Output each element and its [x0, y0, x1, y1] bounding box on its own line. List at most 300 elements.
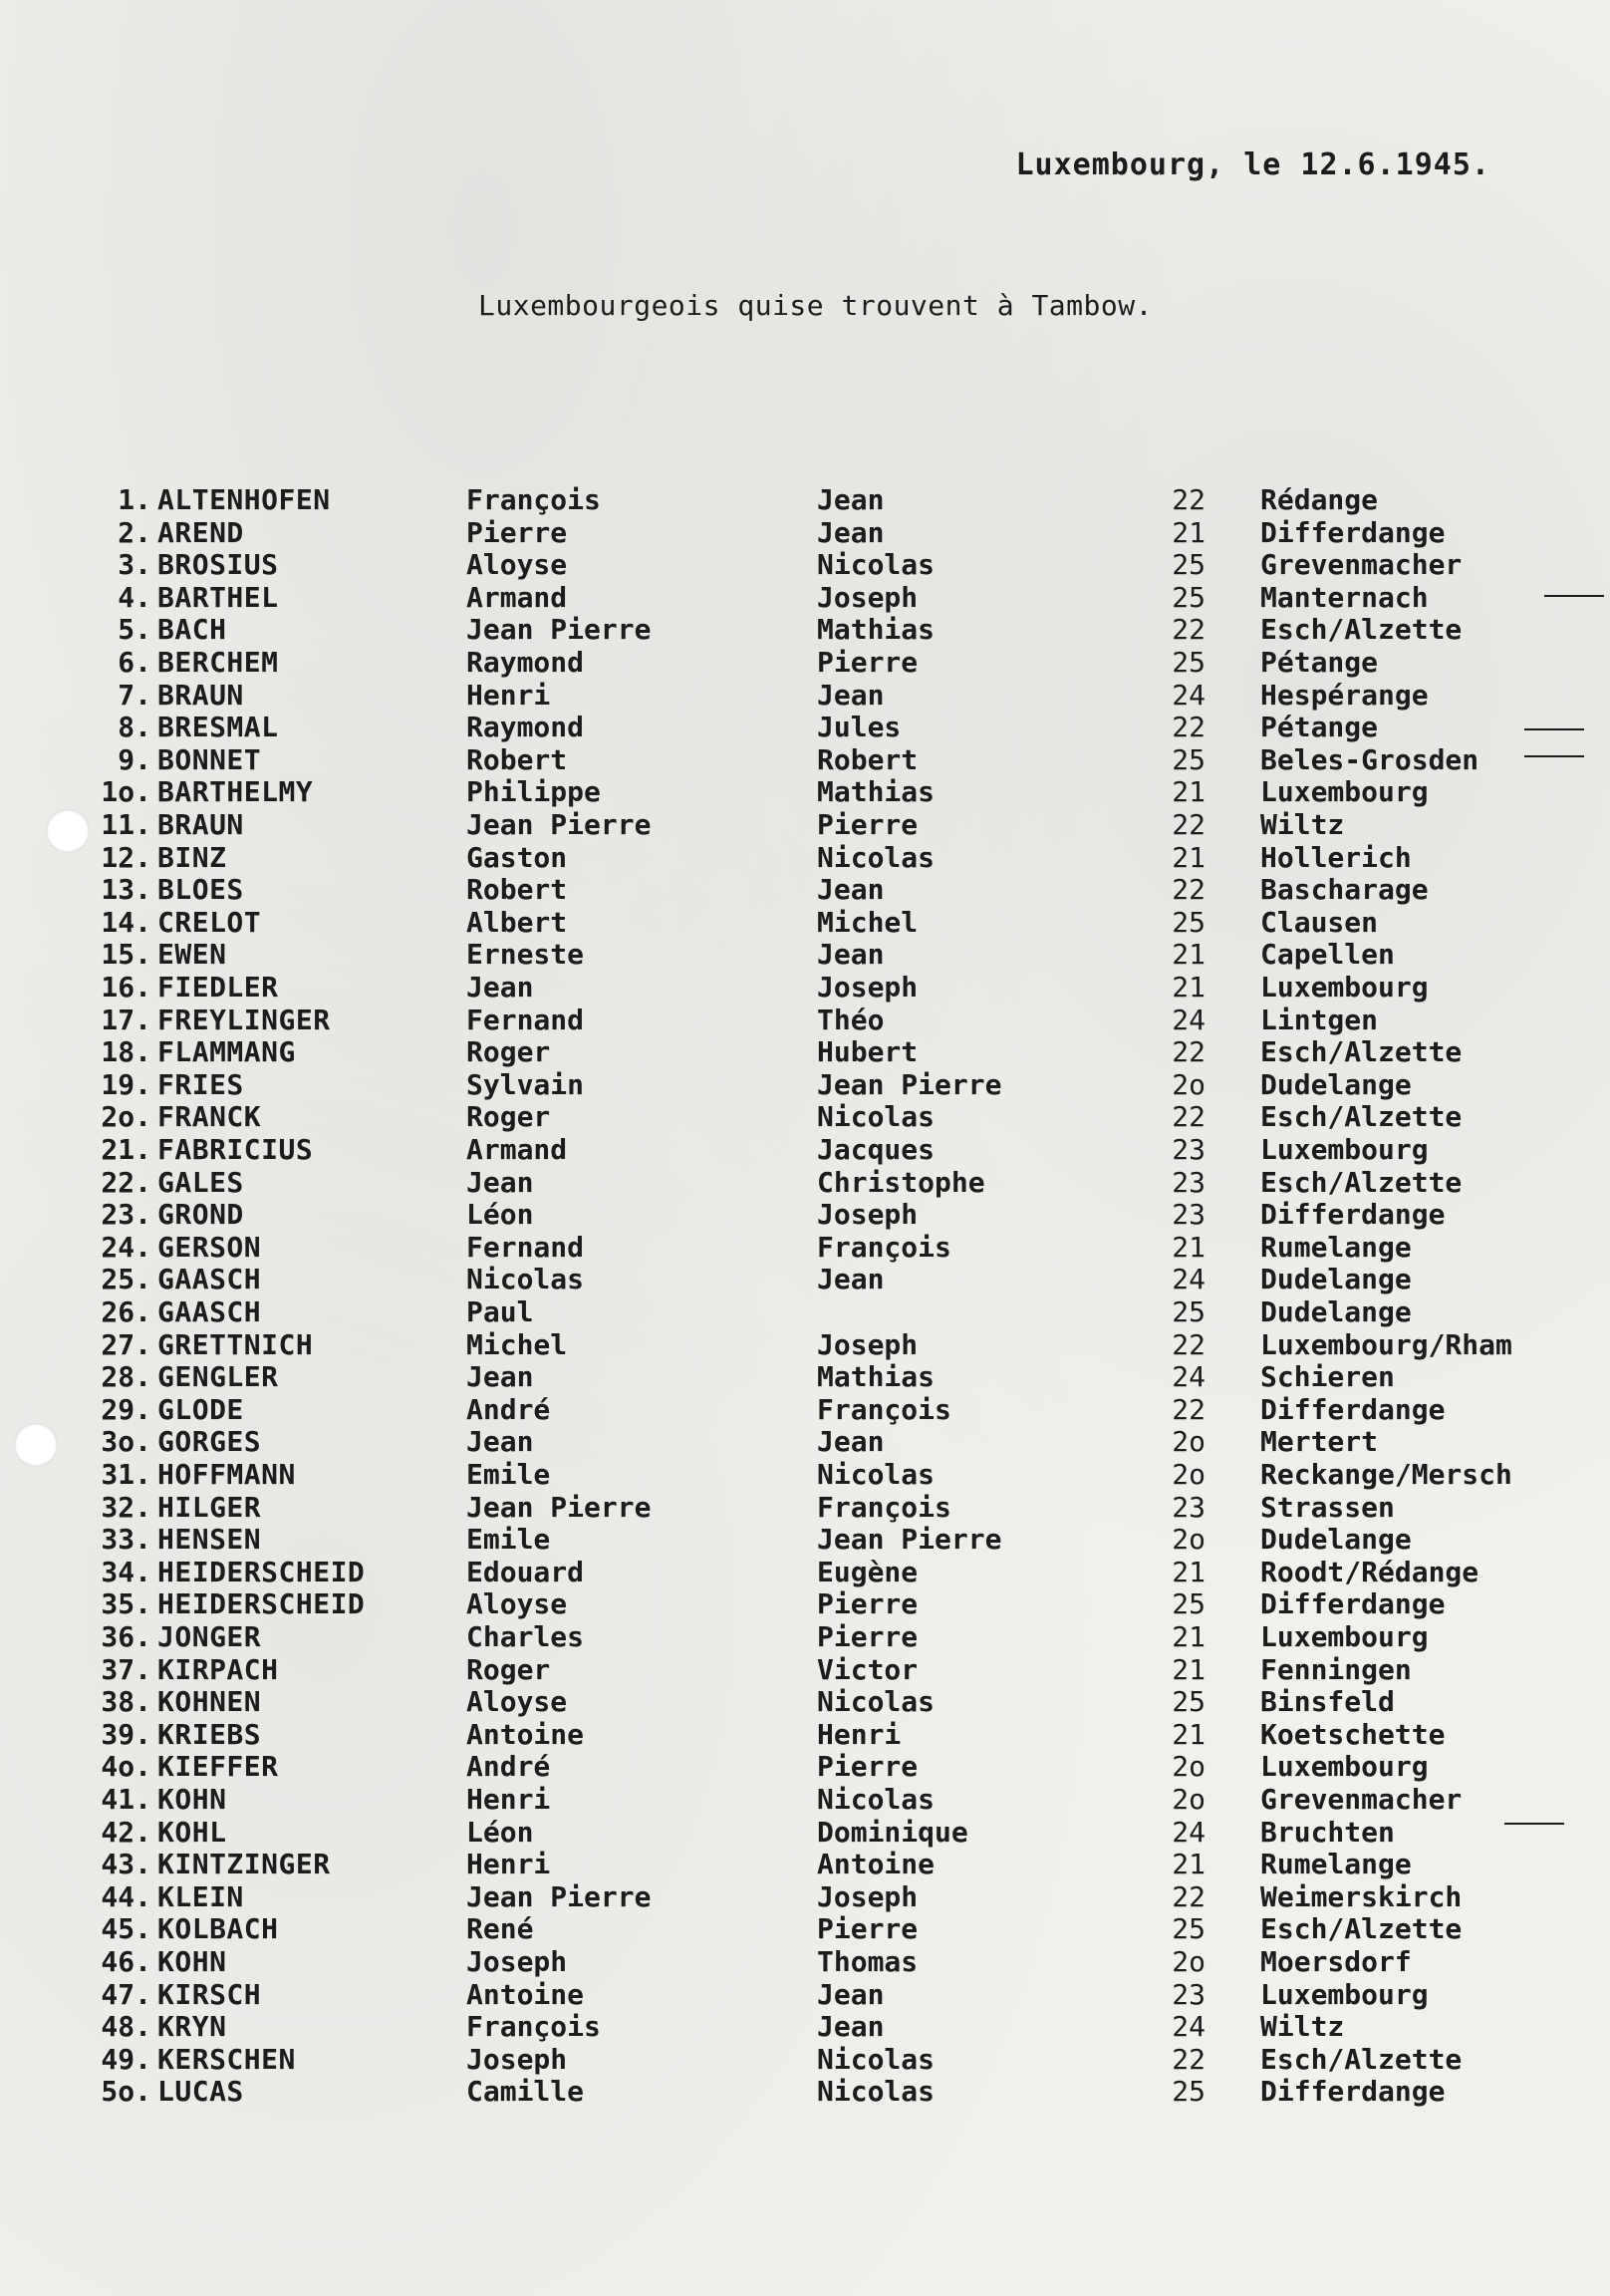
age: 21: [1172, 1652, 1206, 1686]
age: 25: [1172, 1912, 1206, 1946]
age: 25: [1172, 548, 1206, 582]
place: Hespérange: [1260, 678, 1429, 712]
row-number: 32.: [101, 1490, 151, 1524]
row-number: 37.: [101, 1652, 151, 1686]
surname: HILGER: [157, 1490, 262, 1524]
father-name: Nicolas: [817, 1458, 936, 1491]
age: 25: [1172, 2075, 1206, 2109]
first-name: Antoine: [466, 1717, 585, 1751]
place: Wiltz: [1260, 808, 1345, 841]
row-number: 11.: [101, 808, 151, 841]
age: 2o: [1172, 1783, 1206, 1816]
row-number: 1.: [118, 483, 151, 516]
row-number: 39.: [101, 1717, 151, 1751]
surname: GORGES: [157, 1425, 262, 1459]
row-number: 14.: [101, 905, 151, 939]
place: Differdange: [1260, 1587, 1446, 1621]
father-name: Joseph: [817, 1879, 919, 1913]
roster-row: [0, 744, 1610, 776]
first-name: Henri: [466, 678, 551, 712]
surname: FREYLINGER: [157, 1003, 331, 1036]
row-number: 19.: [101, 1067, 151, 1101]
roster-row: [0, 1979, 1610, 2011]
age: 21: [1172, 938, 1206, 972]
father-name: Joseph: [817, 971, 919, 1004]
age: 22: [1172, 1327, 1206, 1361]
first-name: François: [466, 2010, 601, 2044]
age: 22: [1172, 873, 1206, 907]
father-name: Nicolas: [817, 2075, 936, 2109]
first-name: Albert: [466, 905, 568, 939]
father-name: Joseph: [817, 1198, 919, 1232]
father-name: François: [817, 1230, 951, 1264]
first-name: Emile: [466, 1458, 551, 1491]
first-name: Raymond: [466, 711, 585, 744]
first-name: André: [466, 1392, 551, 1426]
age: 2o: [1172, 1523, 1206, 1557]
roster-row: [0, 1004, 1610, 1036]
surname: GERSON: [157, 1230, 262, 1264]
row-number: 25.: [101, 1263, 151, 1296]
age: 23: [1172, 1165, 1206, 1199]
surname: BLOES: [157, 873, 244, 907]
place: Roodt/Rédange: [1260, 1555, 1479, 1588]
age: 2o: [1172, 1458, 1206, 1491]
place: Bruchten: [1260, 1815, 1395, 1849]
father-name: Robert: [817, 742, 919, 776]
first-name: Gaston: [466, 840, 568, 874]
place: Hollerich: [1260, 840, 1412, 874]
first-name: Léon: [466, 1815, 534, 1849]
surname: ALTENHOFEN: [157, 483, 331, 516]
row-number: 5.: [118, 613, 151, 647]
roster-row: [0, 2011, 1610, 2043]
surname: KOHN: [157, 1945, 227, 1978]
age: 21: [1172, 1717, 1206, 1751]
row-number: 26.: [101, 1295, 151, 1328]
father-name: Jean: [817, 938, 885, 972]
father-name: Thomas: [817, 1945, 919, 1978]
surname: FRANCK: [157, 1100, 262, 1134]
age: 24: [1172, 2010, 1206, 2044]
father-name: Joseph: [817, 1327, 919, 1361]
document-title: Luxembourgeois quise trouvent à Tambow.: [478, 289, 1153, 322]
father-name: Pierre: [817, 646, 919, 679]
surname: GAASCH: [157, 1295, 262, 1328]
roster-row: [0, 972, 1610, 1004]
roster-row: [0, 1557, 1610, 1588]
first-name: Aloyse: [466, 1587, 568, 1621]
age: 24: [1172, 1263, 1206, 1296]
first-name: Edouard: [466, 1555, 585, 1588]
roster-row: [0, 874, 1610, 906]
roster-row: [0, 614, 1610, 646]
row-number: 2o.: [101, 1100, 151, 1134]
father-name: Jean Pierre: [817, 1523, 1002, 1557]
row-number: 8.: [118, 711, 151, 744]
roster-row: [0, 776, 1610, 808]
row-number: 5o.: [101, 2075, 151, 2109]
first-name: Emile: [466, 1523, 551, 1557]
first-name: Fernand: [466, 1230, 585, 1264]
first-name: André: [466, 1750, 551, 1784]
father-name: Mathias: [817, 1360, 936, 1394]
surname: BROSIUS: [157, 548, 279, 582]
surname: GRETTNICH: [157, 1327, 314, 1361]
surname: KERSCHEN: [157, 2042, 296, 2076]
father-name: Théo: [817, 1003, 885, 1036]
row-number: 31.: [101, 1458, 151, 1491]
age: 22: [1172, 483, 1206, 516]
age: 25: [1172, 1295, 1206, 1328]
first-name: Robert: [466, 873, 568, 907]
age: 22: [1172, 2042, 1206, 2076]
roster-row: [0, 1654, 1610, 1686]
father-name: Jules: [817, 711, 902, 744]
row-number: 36.: [101, 1620, 151, 1653]
surname: HEIDERSCHEID: [157, 1555, 366, 1588]
row-number: 44.: [101, 1879, 151, 1913]
margin-mark: [1524, 728, 1584, 730]
place: Manternach: [1260, 580, 1429, 614]
surname: BONNET: [157, 742, 262, 776]
first-name: Armand: [466, 580, 568, 614]
row-number: 42.: [101, 1815, 151, 1849]
surname: KIEFFER: [157, 1750, 279, 1784]
age: 22: [1172, 711, 1206, 744]
roster-row: [0, 1232, 1610, 1264]
place: Schieren: [1260, 1360, 1395, 1394]
roster-row: [0, 1913, 1610, 1945]
first-name: Roger: [466, 1035, 551, 1069]
first-name: Robert: [466, 742, 568, 776]
first-name: Joseph: [466, 2042, 568, 2076]
roster-row: [0, 1524, 1610, 1556]
age: 21: [1172, 515, 1206, 549]
first-name: Roger: [466, 1652, 551, 1686]
row-number: 34.: [101, 1555, 151, 1588]
surname: JONGER: [157, 1620, 262, 1653]
place: Moersdorf: [1260, 1945, 1412, 1978]
first-name: Philippe: [466, 775, 601, 809]
document-date: Luxembourg, le 12.6.1945.: [1015, 147, 1490, 182]
surname: BRAUN: [157, 808, 244, 841]
first-name: Paul: [466, 1295, 534, 1328]
father-name: Pierre: [817, 1912, 919, 1946]
first-name: Jean: [466, 1425, 534, 1459]
surname: GENGLER: [157, 1360, 279, 1394]
punch-hole: [46, 809, 90, 853]
place: Differdange: [1260, 1392, 1446, 1426]
roster-row: [0, 1881, 1610, 1913]
row-number: 45.: [101, 1912, 151, 1946]
row-number: 49.: [101, 2042, 151, 2076]
age: 25: [1172, 1587, 1206, 1621]
first-name: Jean Pierre: [466, 613, 652, 647]
row-number: 29.: [101, 1392, 151, 1426]
row-number: 18.: [101, 1035, 151, 1069]
place: Esch/Alzette: [1260, 613, 1463, 647]
place: Fenningen: [1260, 1652, 1412, 1686]
surname: KINTZINGER: [157, 1848, 331, 1881]
surname: BARTHELMY: [157, 775, 314, 809]
father-name: Jean: [817, 873, 885, 907]
place: Esch/Alzette: [1260, 1912, 1463, 1946]
age: 2o: [1172, 1067, 1206, 1101]
surname: GALES: [157, 1165, 244, 1199]
father-name: Eugène: [817, 1555, 919, 1588]
place: Esch/Alzette: [1260, 1165, 1463, 1199]
row-number: 16.: [101, 971, 151, 1004]
father-name: Victor: [817, 1652, 919, 1686]
surname: GLODE: [157, 1392, 244, 1426]
surname: KOHN: [157, 1783, 227, 1816]
first-name: Joseph: [466, 1945, 568, 1978]
roster-row: [0, 1069, 1610, 1101]
place: Wiltz: [1260, 2010, 1345, 2044]
roster-row: [0, 1296, 1610, 1328]
father-name: Jean: [817, 1425, 885, 1459]
place: Grevenmacher: [1260, 548, 1463, 582]
surname: HENSEN: [157, 1523, 262, 1557]
row-number: 6.: [118, 646, 151, 679]
roster-row: [0, 680, 1610, 712]
roster-row: [0, 2044, 1610, 2076]
father-name: Jean: [817, 2010, 885, 2044]
surname: KOHNEN: [157, 1685, 262, 1719]
father-name: Jean: [817, 1977, 885, 2011]
punch-hole: [14, 1423, 58, 1467]
row-number: 38.: [101, 1685, 151, 1719]
row-number: 21.: [101, 1133, 151, 1166]
roster-row: [0, 1101, 1610, 1133]
father-name: Nicolas: [817, 1685, 936, 1719]
surname: BARTHEL: [157, 580, 279, 614]
place: Beles-Grosden: [1260, 742, 1479, 776]
surname: GAASCH: [157, 1263, 262, 1296]
surname: KOHL: [157, 1815, 227, 1849]
row-number: 13.: [101, 873, 151, 907]
father-name: Joseph: [817, 580, 919, 614]
age: 23: [1172, 1490, 1206, 1524]
roster-row: [0, 1264, 1610, 1295]
roster-row: [0, 484, 1610, 516]
age: 23: [1172, 1198, 1206, 1232]
father-name: Jean: [817, 483, 885, 516]
father-name: Pierre: [817, 1620, 919, 1653]
place: Bascharage: [1260, 873, 1429, 907]
surname: FRIES: [157, 1067, 244, 1101]
surname: FLAMMANG: [157, 1035, 296, 1069]
age: 22: [1172, 1879, 1206, 1913]
first-name: Fernand: [466, 1003, 585, 1036]
surname: BRAUN: [157, 678, 244, 712]
roster-row: [0, 1036, 1610, 1068]
first-name: Roger: [466, 1100, 551, 1134]
father-name: Nicolas: [817, 840, 936, 874]
father-name: Jean: [817, 678, 885, 712]
age: 25: [1172, 646, 1206, 679]
place: Lintgen: [1260, 1003, 1379, 1036]
surname: BRESMAL: [157, 711, 279, 744]
surname: GROND: [157, 1198, 244, 1232]
father-name: Jacques: [817, 1133, 936, 1166]
age: 24: [1172, 1815, 1206, 1849]
place: Luxembourg: [1260, 1133, 1429, 1166]
row-number: 3o.: [101, 1425, 151, 1459]
roster-row: [0, 1134, 1610, 1166]
age: 2o: [1172, 1945, 1206, 1978]
age: 25: [1172, 742, 1206, 776]
row-number: 1o.: [101, 775, 151, 809]
father-name: Henri: [817, 1717, 902, 1751]
place: Esch/Alzette: [1260, 1100, 1463, 1134]
father-name: François: [817, 1392, 951, 1426]
roster-row: [0, 582, 1610, 614]
age: 2o: [1172, 1750, 1206, 1784]
row-number: 43.: [101, 1848, 151, 1881]
surname: BINZ: [157, 840, 227, 874]
roster-row: [0, 1361, 1610, 1393]
first-name: François: [466, 483, 601, 516]
place: Rumelange: [1260, 1848, 1412, 1881]
surname: KIRSCH: [157, 1977, 262, 2011]
age: 21: [1172, 1230, 1206, 1264]
row-number: 2.: [118, 515, 151, 549]
place: Luxembourg: [1260, 775, 1429, 809]
age: 24: [1172, 1003, 1206, 1036]
surname: BERCHEM: [157, 646, 279, 679]
row-number: 24.: [101, 1230, 151, 1264]
age: 25: [1172, 580, 1206, 614]
first-name: Pierre: [466, 515, 568, 549]
roster-row: [0, 842, 1610, 874]
first-name: Sylvain: [466, 1067, 585, 1101]
place: Differdange: [1260, 2075, 1446, 2109]
place: Esch/Alzette: [1260, 2042, 1463, 2076]
row-number: 23.: [101, 1198, 151, 1232]
age: 22: [1172, 1035, 1206, 1069]
first-name: Camille: [466, 2075, 585, 2109]
row-number: 3.: [118, 548, 151, 582]
first-name: Jean: [466, 971, 534, 1004]
first-name: Jean: [466, 1165, 534, 1199]
place: Capellen: [1260, 938, 1395, 972]
age: 21: [1172, 1848, 1206, 1881]
roster-row: [0, 1459, 1610, 1491]
father-name: Nicolas: [817, 2042, 936, 2076]
father-name: Jean: [817, 515, 885, 549]
row-number: 28.: [101, 1360, 151, 1394]
first-name: Jean Pierre: [466, 1879, 652, 1913]
father-name: Nicolas: [817, 1100, 936, 1134]
first-name: Henri: [466, 1783, 551, 1816]
roster-row: [0, 1329, 1610, 1361]
roster-row: [0, 1784, 1610, 1816]
surname: HEIDERSCHEID: [157, 1587, 366, 1621]
age: 21: [1172, 840, 1206, 874]
surname: FABRICIUS: [157, 1133, 314, 1166]
age: 21: [1172, 1555, 1206, 1588]
surname: CRELOT: [157, 905, 262, 939]
age: 21: [1172, 775, 1206, 809]
surname: KIRPACH: [157, 1652, 279, 1686]
roster-row: [0, 907, 1610, 939]
place: Dudelange: [1260, 1523, 1412, 1557]
place: Weimerskirch: [1260, 1879, 1463, 1913]
surname: EWEN: [157, 938, 227, 972]
roster-row: [0, 1686, 1610, 1718]
row-number: 12.: [101, 840, 151, 874]
roster-row: [0, 1946, 1610, 1978]
first-name: Erneste: [466, 938, 585, 972]
row-number: 41.: [101, 1783, 151, 1816]
roster-row: [0, 712, 1610, 743]
roster-row: [0, 1394, 1610, 1426]
roster-row: [0, 1817, 1610, 1849]
first-name: René: [466, 1912, 534, 1946]
row-number: 4o.: [101, 1750, 151, 1784]
place: Differdange: [1260, 1198, 1446, 1232]
row-number: 15.: [101, 938, 151, 972]
place: Dudelange: [1260, 1067, 1412, 1101]
surname: KRYN: [157, 2010, 227, 2044]
place: Luxembourg: [1260, 1977, 1429, 2011]
father-name: Michel: [817, 905, 919, 939]
father-name: Nicolas: [817, 1783, 936, 1816]
place: Reckange/Mersch: [1260, 1458, 1512, 1491]
first-name: Aloyse: [466, 548, 568, 582]
roster-row: [0, 1849, 1610, 1880]
first-name: Léon: [466, 1198, 534, 1232]
first-name: Jean Pierre: [466, 1490, 652, 1524]
place: Luxembourg: [1260, 971, 1429, 1004]
surname: FIEDLER: [157, 971, 279, 1004]
age: 24: [1172, 678, 1206, 712]
row-number: 27.: [101, 1327, 151, 1361]
roster-row: [0, 1751, 1610, 1783]
place: Koetschette: [1260, 1717, 1446, 1751]
age: 25: [1172, 905, 1206, 939]
row-number: 9.: [118, 742, 151, 776]
father-name: Christophe: [817, 1165, 985, 1199]
father-name: Pierre: [817, 1587, 919, 1621]
surname: LUCAS: [157, 2075, 244, 2109]
row-number: 22.: [101, 1165, 151, 1199]
place: Dudelange: [1260, 1263, 1412, 1296]
place: Pétange: [1260, 646, 1379, 679]
place: Luxembourg: [1260, 1750, 1429, 1784]
place: Pétange: [1260, 711, 1379, 744]
place: Clausen: [1260, 905, 1379, 939]
roster-row: [0, 1426, 1610, 1458]
father-name: Nicolas: [817, 548, 936, 582]
father-name: Antoine: [817, 1848, 936, 1881]
first-name: Jean Pierre: [466, 808, 652, 841]
roster-row: [0, 517, 1610, 549]
row-number: 7.: [118, 678, 151, 712]
place: Grevenmacher: [1260, 1783, 1463, 1816]
age: 25: [1172, 1685, 1206, 1719]
age: 23: [1172, 1133, 1206, 1166]
place: Differdange: [1260, 515, 1446, 549]
margin-mark: [1544, 595, 1604, 597]
first-name: Aloyse: [466, 1685, 568, 1719]
father-name: François: [817, 1490, 951, 1524]
place: Rédange: [1260, 483, 1379, 516]
row-number: 35.: [101, 1587, 151, 1621]
age: 23: [1172, 1977, 1206, 2011]
